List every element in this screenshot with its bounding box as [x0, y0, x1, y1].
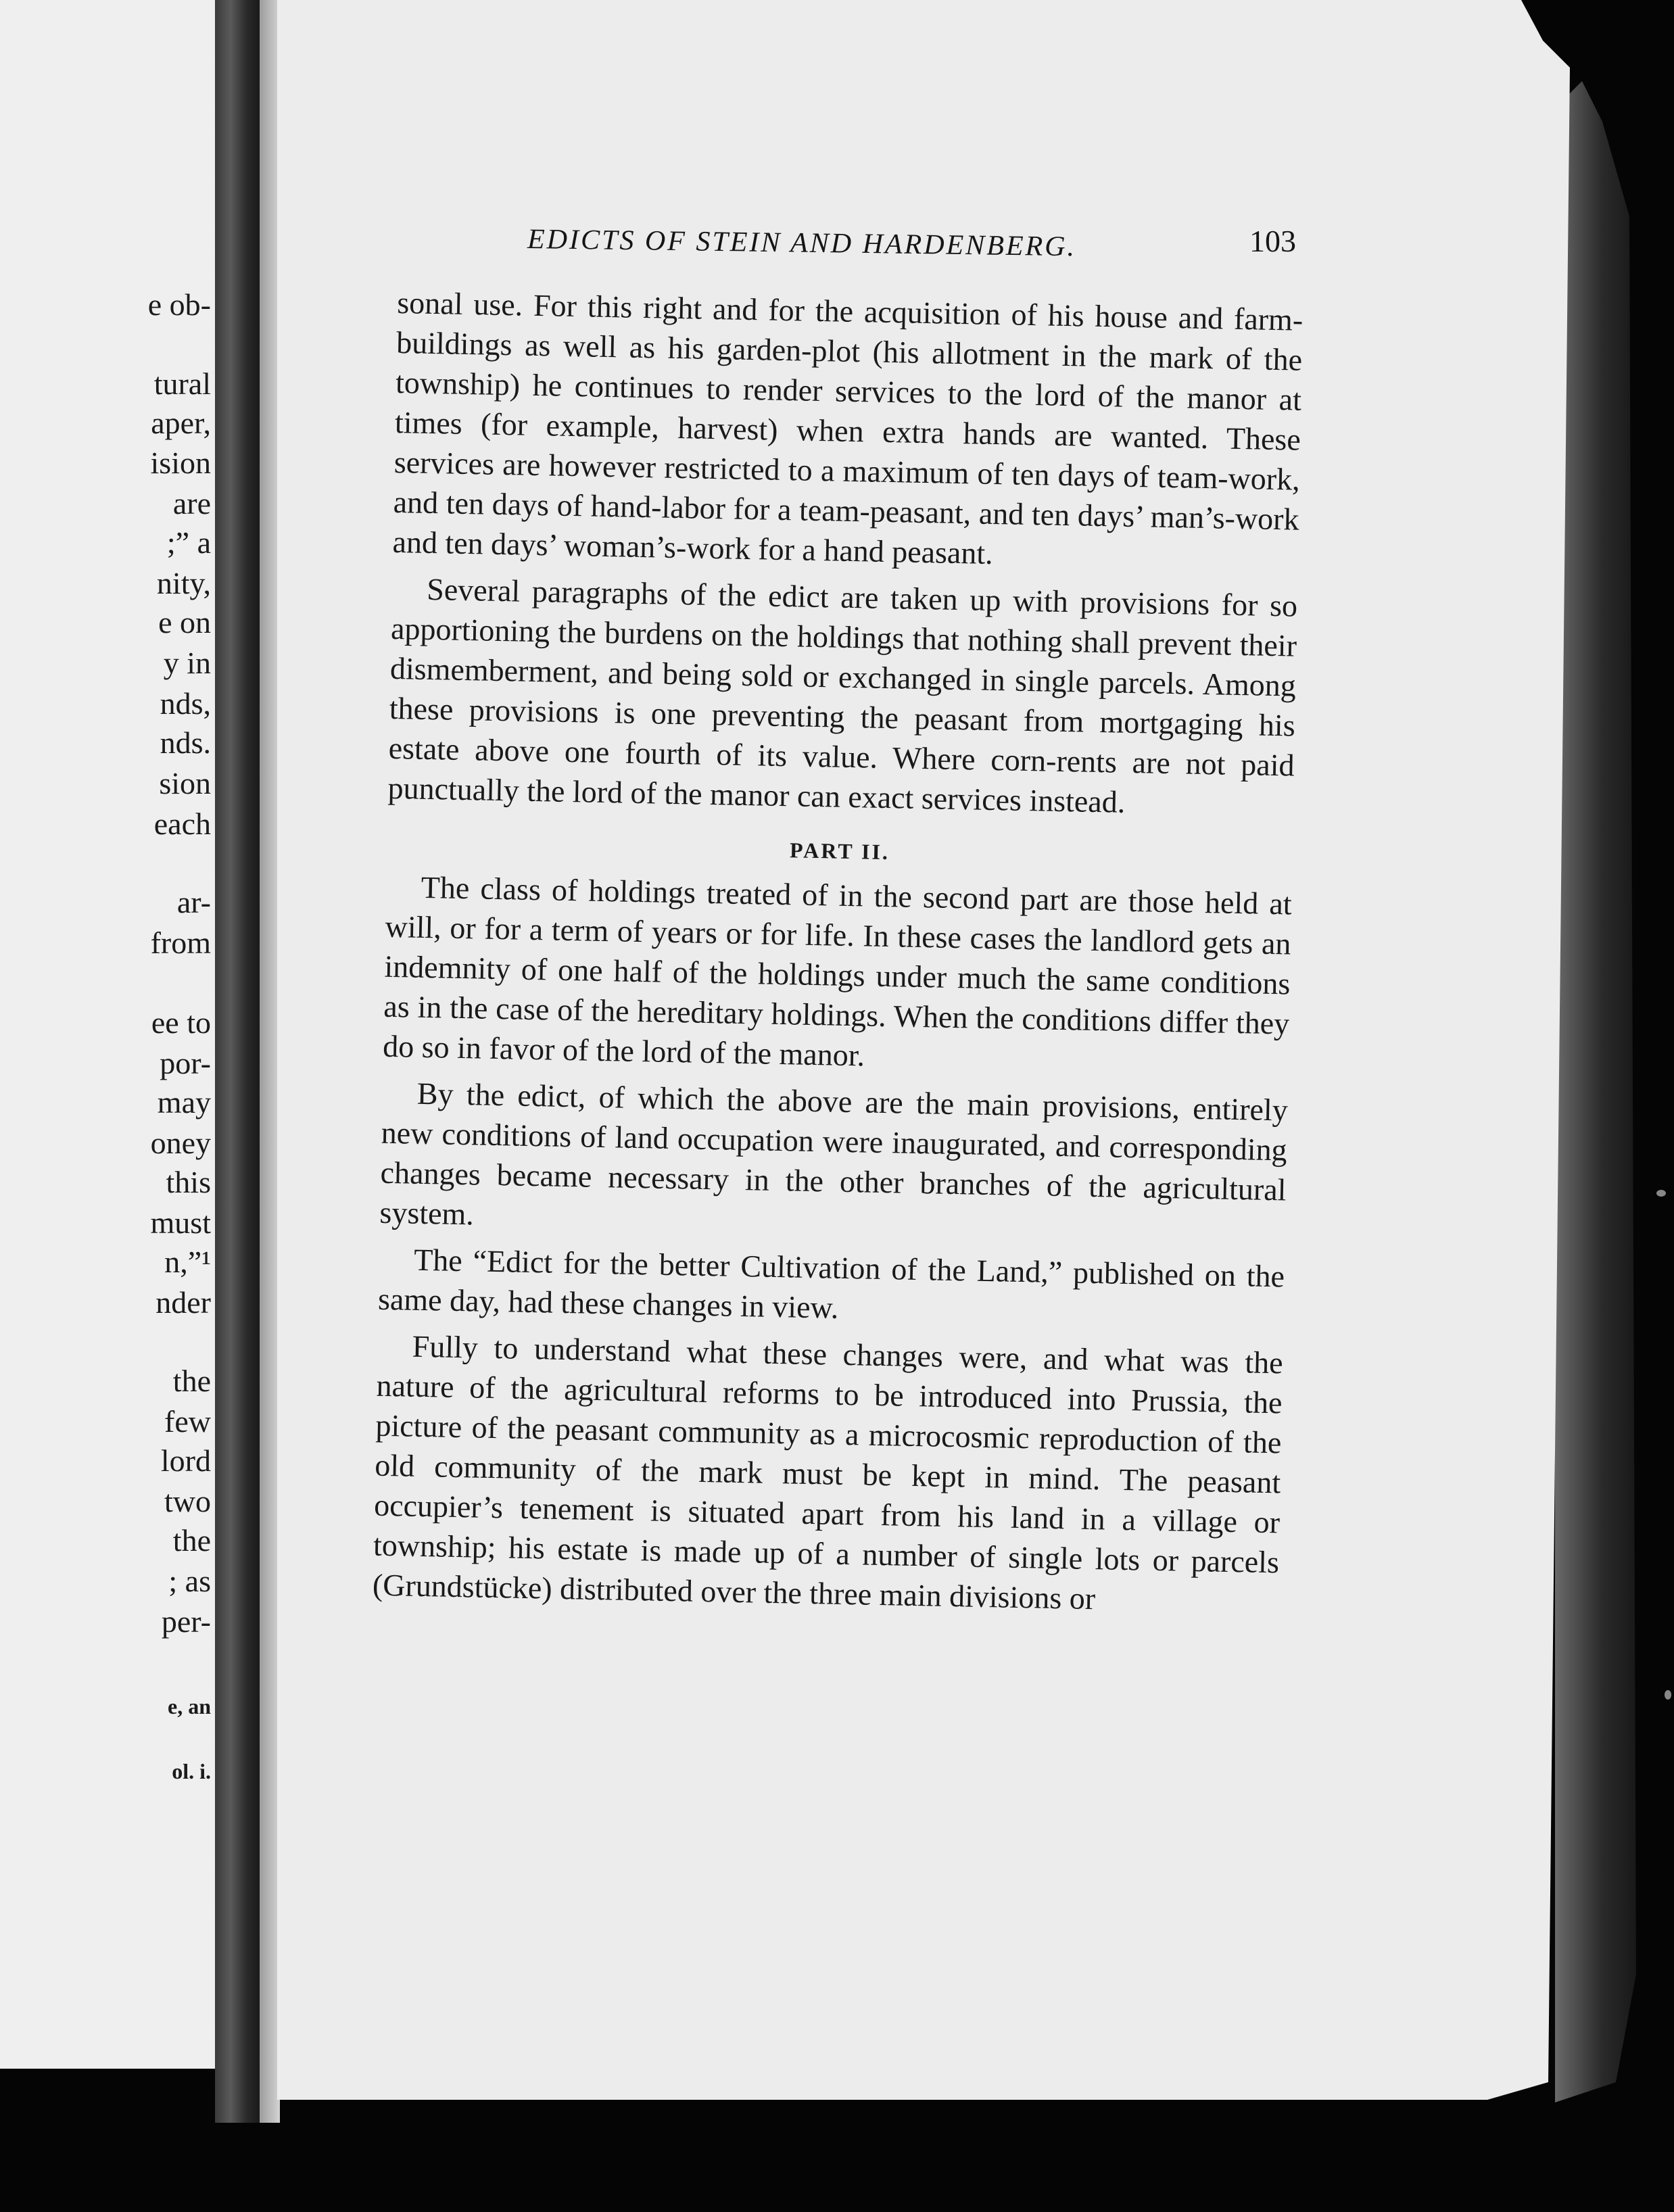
left-line: nder [156, 1285, 211, 1320]
left-line: two [164, 1484, 211, 1518]
left-line: tural [153, 366, 211, 401]
left-line: ; as [168, 1564, 211, 1598]
left-line: ision [150, 446, 211, 480]
paragraph: sonal use. For this right and for the acquisition of his house and farm-buildings as well as his garden-plot (his allotment in the mark of the township) he continues to render services to the lord of the manor at times (for example, harvest) when extra hands are wanted. These services are however restricted to a maximum of ten days of team-work, and ten days of hand-labor for a team-peasant, and ten days’ man’s-work and ten days’ woman’s-work for a hand peasant. [392, 285, 1304, 571]
paragraph: The class of holdings treated of in the second part are those held at will, or for a term of years or for life. In these cases the landlord gets an indemnity of one half of the holdings under much the same conditions as in the case of the hereditary holdings. When the conditions differ they do so in favor of the lord of the manor. [382, 869, 1293, 1073]
scan-speck [1665, 1690, 1671, 1700]
body-text [372, 283, 1303, 1629]
left-line: this [166, 1165, 211, 1199]
running-head: EDICTS OF STEIN AND HARDENBERG. [527, 224, 1077, 263]
left-line: e on [158, 605, 211, 640]
left-line: the [172, 1523, 211, 1558]
scan-speck [1656, 1190, 1666, 1197]
left-line: ;” a [166, 525, 211, 560]
left-line: sion [159, 766, 211, 800]
left-line: e ob- [147, 287, 211, 322]
gutter-highlight [260, 0, 280, 2123]
page-number: 103 [1249, 224, 1296, 258]
left-footnote-line: ol. i. [172, 1759, 211, 1783]
left-line: per- [161, 1604, 211, 1639]
left-line: each [153, 807, 211, 841]
paragraph: By the edict, of which the above are the main provisions, entirely new conditions of land occupation were inaugurated, and corresponding changes became necessary in the other branches of the agricultural system. [379, 1076, 1289, 1232]
left-line: y in [163, 646, 211, 680]
page-edge [1555, 81, 1650, 2109]
left-line: few [164, 1404, 211, 1439]
paragraph: Fully to understand what these changes were, and what was the nature of the agricultural reforms to be introduced into Prussia, the picture of the peasant community as a microcosmic reproduction of the old community of the mark must be kept in mind. The peasant occupier’s tenement is situated apart from his land in a village or township; his estate is made up of a number of single lots or parcels (Grundstücke) distributed over the three main divisions or [372, 1328, 1284, 1616]
left-line: from [150, 925, 211, 960]
paragraph: Several paragraphs of the edict are taken up with provisions for so apportioning the burdens on the holdings that nothing shall prevent their dismemberment, and being sold or exchanged in single parcels. Among these provisions is one preventing the peasant from mortgaging his estate above one fourth of its value. Where corn-rents are not paid punctually the lord of the manor can exact services instead. [387, 571, 1298, 819]
left-line: aper, [151, 406, 211, 440]
left-page-fragment [0, 0, 223, 2069]
left-line: must [150, 1205, 211, 1240]
left-line: the [172, 1364, 211, 1398]
left-line: oney [150, 1126, 211, 1160]
left-line: nds, [160, 686, 211, 721]
left-footnote-line: e, an [168, 1694, 211, 1718]
left-line: nds. [160, 725, 211, 760]
left-line: por- [160, 1046, 211, 1080]
left-line: lord [160, 1443, 211, 1478]
left-line: ee to [151, 1005, 211, 1040]
section-heading: PART II. [789, 838, 890, 865]
paragraph: The “Edict for the better Cultivation of the Land,” published on the same day, had these changes in view. [377, 1242, 1285, 1325]
left-line: may [157, 1085, 211, 1120]
left-line: nity, [156, 566, 211, 600]
book-gutter [215, 0, 260, 2123]
left-line: ar- [176, 885, 211, 919]
left-line: n,”¹ [164, 1245, 211, 1279]
left-line: are [172, 486, 211, 521]
